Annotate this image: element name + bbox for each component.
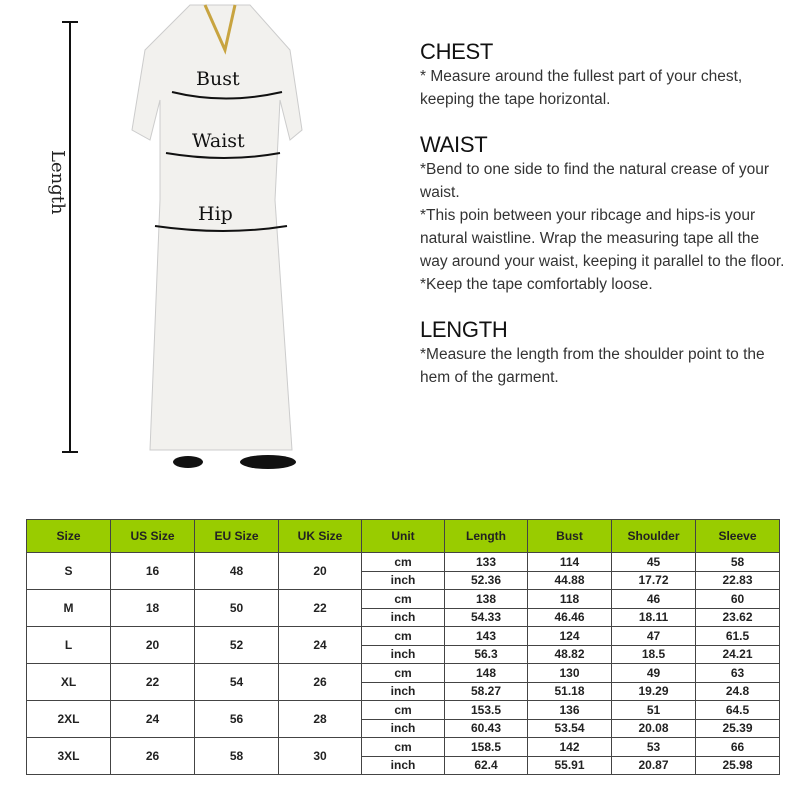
table-cell: 22 [111,664,195,701]
table-cell: 2XL [27,701,111,738]
table-cell: cm [362,664,445,683]
table-cell: cm [362,590,445,609]
instruction-text: * Measure around the fullest part of your chest, keeping the tape horizontal. [420,68,743,108]
table-cell: inch [362,682,445,701]
table-cell: 51.18 [528,682,612,701]
table-cell: 18 [111,590,195,627]
table-cell: 148 [445,664,528,683]
table-row [27,664,780,683]
table-cell: 20 [111,627,195,664]
section-title: CHEST [420,39,494,64]
table-cell: 48.82 [528,645,612,664]
table-cell: 53.54 [528,719,612,738]
table-cell: 24.8 [696,682,780,701]
table-cell: L [27,627,111,664]
table-cell: 130 [528,664,612,683]
table-cell: 62.4 [445,756,528,775]
table-cell: 60 [696,590,780,609]
table-cell: 54.33 [445,608,528,627]
table-cell: 45 [612,553,696,572]
table-row [27,553,780,572]
table-row [27,590,780,609]
table-cell: 19.29 [612,682,696,701]
table-cell: 50 [195,590,279,627]
column-header: UK Size [279,520,362,553]
instruction-text: *Keep the tape comfortably loose. [420,276,653,293]
table-cell: 153.5 [445,701,528,720]
column-header: Sleeve [696,520,780,553]
hip-label: Hip [198,203,233,225]
table-cell: 138 [445,590,528,609]
table-cell: 22.83 [696,571,780,590]
table-cell: 114 [528,553,612,572]
table-row [27,738,780,757]
table-cell: 118 [528,590,612,609]
table-cell: 58 [696,553,780,572]
table-cell: 25.39 [696,719,780,738]
size-chart-table [26,519,780,775]
table-cell: 58.27 [445,682,528,701]
table-cell: 48 [195,553,279,590]
table-cell: 61.5 [696,627,780,646]
table-cell: cm [362,738,445,757]
column-header: Unit [362,520,445,553]
table-cell: 143 [445,627,528,646]
table-cell: inch [362,608,445,627]
measuring-instructions [420,40,790,411]
table-cell: 136 [528,701,612,720]
table-cell: 23.62 [696,608,780,627]
instruction-text: *Measure the length from the shoulder point to the hem of the garment. [420,346,765,386]
table-cell: 56 [195,701,279,738]
table-cell: 16 [111,553,195,590]
column-header: EU Size [195,520,279,553]
table-cell: inch [362,719,445,738]
column-header: Shoulder [612,520,696,553]
table-cell: 26 [111,738,195,775]
table-cell: 24 [279,627,362,664]
section-title: WAIST [420,132,488,157]
instruction-text: *Bend to one side to find the natural crease of your waist. [420,161,769,201]
table-cell: cm [362,627,445,646]
table-cell: 20.87 [612,756,696,775]
table-cell: 53 [612,738,696,757]
table-header-row [27,520,780,553]
bust-label: Bust [196,68,240,90]
garment-figure [0,0,400,500]
table-cell: 26 [279,664,362,701]
column-header: Length [445,520,528,553]
table-cell: 46.46 [528,608,612,627]
table-cell: 124 [528,627,612,646]
table-row [27,627,780,646]
table-cell: 63 [696,664,780,683]
table-cell: 17.72 [612,571,696,590]
table-cell: 52.36 [445,571,528,590]
table-cell: 58 [195,738,279,775]
table-cell: 56.3 [445,645,528,664]
table-cell: 20.08 [612,719,696,738]
section-title: LENGTH [420,317,508,342]
waist-label: Waist [192,130,245,152]
table-cell: 49 [612,664,696,683]
table-cell: 55.91 [528,756,612,775]
table-row [27,701,780,720]
table-cell: 24 [111,701,195,738]
length-label: Length [47,150,68,215]
table-cell: 28 [279,701,362,738]
table-cell: 66 [696,738,780,757]
table-cell: 64.5 [696,701,780,720]
table-cell: inch [362,756,445,775]
table-cell: 133 [445,553,528,572]
table-cell: 142 [528,738,612,757]
table-cell: S [27,553,111,590]
table-cell: 51 [612,701,696,720]
table-cell: 18.5 [612,645,696,664]
table-cell: inch [362,645,445,664]
instruction-text: *This poin between your ribcage and hips-is your natural waistline. Wrap the measuring tape all the way around your waist, keeping it parallel to the floor. [420,207,785,270]
table-cell: 24.21 [696,645,780,664]
table-cell: inch [362,571,445,590]
column-header: Size [27,520,111,553]
table-cell: 47 [612,627,696,646]
table-cell: XL [27,664,111,701]
table-cell: 60.43 [445,719,528,738]
column-header: Bust [528,520,612,553]
table-cell: cm [362,553,445,572]
table-cell: 158.5 [445,738,528,757]
table-cell: 18.11 [612,608,696,627]
instruction-section [420,133,790,296]
table-cell: M [27,590,111,627]
table-cell: 20 [279,553,362,590]
table-cell: 3XL [27,738,111,775]
table-cell: 52 [195,627,279,664]
table-cell: 22 [279,590,362,627]
table-cell: 46 [612,590,696,609]
table-cell: cm [362,701,445,720]
instruction-section [420,40,790,111]
instruction-section [420,318,790,389]
column-header: US Size [111,520,195,553]
table-cell: 25.98 [696,756,780,775]
table-cell: 44.88 [528,571,612,590]
table-cell: 30 [279,738,362,775]
table-cell: 54 [195,664,279,701]
